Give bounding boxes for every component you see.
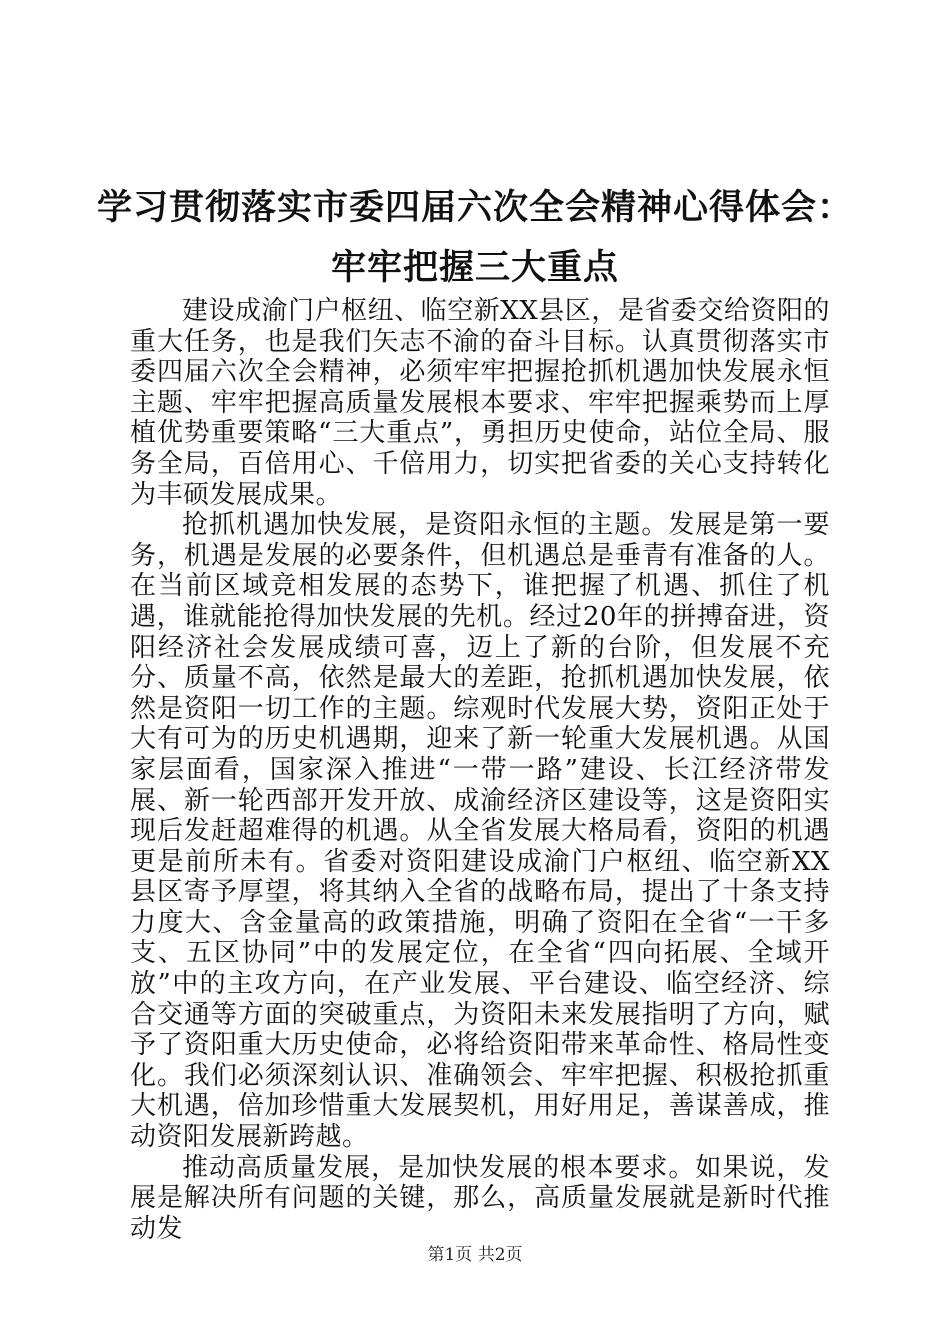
paragraph-2: 抢抓机遇加快发展，是资阳永恒的主题。发展是第一要务，机遇是发展的必要条件，但机遇总是垂青有准备的人。在当前区域竞相发展的态势下，谁把握了机遇、抓住了机遇，谁就能抢得加快发展的先机。经过20年的拼搏奋进，资阳经济社会发展成绩可喜，迈上了新的台阶，但发展不充分、质量不高，依然是最大的差距，抢抓机遇加快发展，依然是资阳一切工作的主题。综观时代发展大势，资阳正处于大有可为的历史机遇期，迎来了新一轮重大发展机遇。从国家层面看，国家深入推进“一带一路”建设、长江经济带发展、新一轮西部开发开放、成渝经济区建设等，这是资阳实现后发赶超难得的机遇。从全省发展大格局看，资阳的机遇更是前所未有。省委对资阳建设成渝门户枢纽、临空新XX县区寄予厚望，将其纳入全省的战略布局，提出了十条支持力度大、含金量高的政策措施，明确了资阳在全省“一干多支、五区协同”中的发展定位，在全省“四向拓展、全域开放”中的主攻方向，在产业发展、平台建设、临空经济、综合交通等方面的突破重点，为资阳未来发展指明了方向，赋予了资阳重大历史使命，必将给资阳带来革命性、格局性变化。我们必须深刻认识、准确领会、牢牢把握、积极抢抓重大机遇，倍加珍惜重大发展契机，用好用足，善谋善成，推动资阳发展新跨越。 [130, 510, 830, 1153]
document-title-line-2: 牢牢把握三大重点 [330, 247, 619, 288]
paragraph-3: 推动高质量发展，是加快发展的根本要求。如果说，发展是解决所有问题的关键，那么，高质量发展就是新时代推动发 [130, 1152, 830, 1244]
paragraph-1: 建设成渝门户枢纽、临空新XX县区，是省委交给资阳的重大任务，也是我们矢志不渝的奋斗目标。认真贯彻落实市委四届六次全会精神，必须牢牢把握抢抓机遇加快发展永恒主题、牢牢把握高质量发展根本要求、牢牢把握乘势而上厚植优势重要策略“三大重点”，勇担历史使命，站位全局、服务全局，百倍用心、千倍用力，切实把省委的关心支持转化为丰硕发展成果。 [130, 296, 830, 510]
document-title-line-1: 学习贯彻落实市委四届六次全会精神心得体会： [96, 187, 853, 228]
document-body [130, 296, 830, 1244]
page-footer: 第1页 共2页 [427, 1245, 523, 1265]
